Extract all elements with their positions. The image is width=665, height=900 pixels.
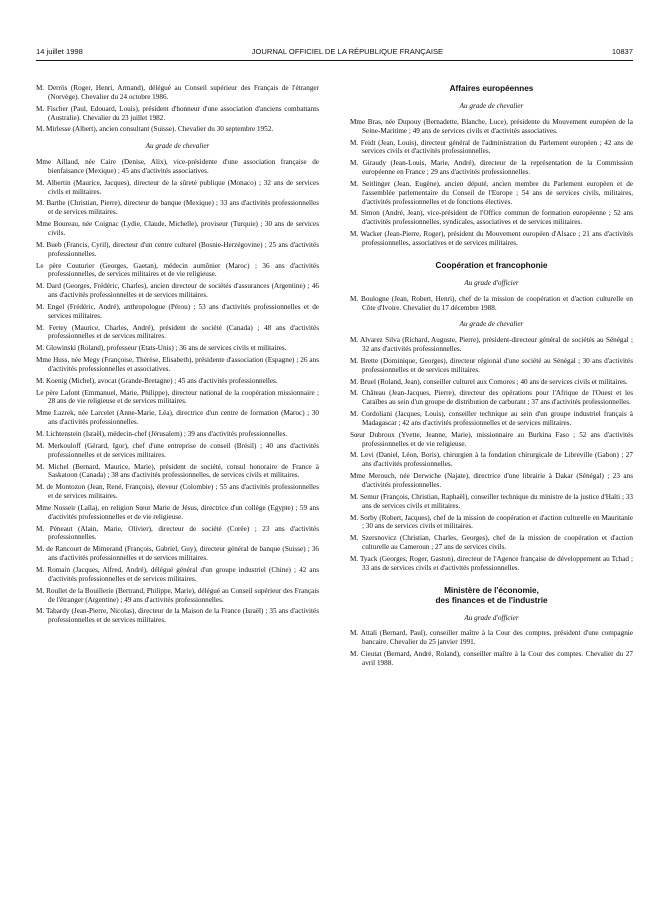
- list-item: M. de Rancourt de Mimerand (François, Gabriel, Guy), directeur général de banque (Suisse) ; 36 ans d'activités professionnelles et de services militaires.: [36, 545, 319, 563]
- list-item: Mme Lazrek, née Larcelet (Anne-Marie, Léa), directrice d'un centre de formation (Maroc) ; 30 ans d'activités professionnelles.: [36, 409, 319, 427]
- list-item: M. de Montozon (Jean, René, François), éleveur (Colombie) ; 55 ans d'activités professionnelles et de services militaires.: [36, 483, 319, 501]
- grade-subheading: Au grade d'officier: [464, 613, 519, 622]
- list-item: M. Brette (Dominique, Georges), directeur régional d'une société au Sénégal ; 30 ans d'activités professionnelles et de services militaires.: [350, 356, 633, 374]
- list-item: M. Levi (Daniel, Léon, Boris), chirurgien à la fondation chirurgicale de Libreville (Gabon) ; 27 ans d'activités professionnelles.: [350, 451, 633, 469]
- list-item: M. Bueb (Francis, Cyril), directeur d'un centre culturel (Bosnie-Herzégovine) ; 25 ans d'activités professionnelles.: [36, 240, 319, 258]
- list-item: M. Glowinski (Roland), professeur (Etats-Unis) ; 36 ans de services civils et militaires.: [36, 344, 287, 353]
- list-item: Sœur Dubroux (Yvette, Jeanne, Marie), missionnaire au Burkina Faso ; 52 ans d'activités professionnelles et de vie religieuse.: [350, 430, 633, 448]
- section-title: Coopération et francophonie: [435, 260, 548, 270]
- list-item: M. Koenig (Michel), avocat (Grande-Bretagne) ; 45 ans d'activités professionnelles.: [36, 376, 278, 385]
- list-item: M. Bruel (Roland, Jean), conseiller culturel aux Comores ; 40 ans de services civils et militaires.: [350, 377, 628, 386]
- list-item: M. Mirlesse (Albert), ancien consultant (Suisse). Chevalier du 30 septembre 1952.: [36, 125, 274, 134]
- list-item: M. Roullet de la Bouillerie (Bertrand, Philippe, Marie), délégué au Conseil supérieur des Français de l'étranger (Argentine) ; 49 ans d'activités professionnelles.: [36, 586, 319, 604]
- list-item: M. Tyack (Georges, Roger, Gaston), directeur de l'Agence française de développement au Tchad ; 33 ans de services civils et d'activités professionnelles.: [350, 554, 633, 572]
- grade-subheading: Au grade d'officier: [464, 278, 519, 287]
- list-item: M. Barthe (Christian, Pierre), directeur de banque (Mexique) ; 33 ans d'activités professionnelles et de services militaires.: [36, 199, 319, 217]
- list-item: M. Merkouloff (Gérard, Igor), chef d'une entreprise de conseil (Brésil) ; 40 ans d'activités professionnelles et de services militaires.: [36, 441, 319, 459]
- section-title-line1: Ministère de l'économie,: [444, 585, 539, 595]
- header-rule: [36, 60, 633, 61]
- list-item: Mme Aillaud, née Caire (Denise, Alix), vice-présidente d'une association française de bienfaisance (Mexique) ; 45 ans d'activités associatives.: [36, 158, 319, 175]
- header-page-number: 10837: [611, 46, 633, 56]
- grade-subheading: Au grade de chevalier: [459, 102, 524, 110]
- list-item: M. Romain (Jacques, Alfred, André), délégué général d'un groupe industriel (Chine) ; 42 ans d'activités professionnelles et de services militaires.: [36, 565, 319, 583]
- list-item: M. Michel (Bernard, Maurice, Marie), président de société, consul honoraire de France à Saskatoon (Canada) ; 38 ans d'activités professionnelles, de services civils et militaires.: [36, 462, 319, 480]
- list-item: M. Attali (Bernard, Paul), conseiller maître à la Cour des comptes, président d'une compagnie bancaire. Chevalier du 25 janvier 1991.: [350, 629, 633, 647]
- grade-subheading: Au grade de chevalier: [145, 142, 210, 151]
- list-item: M. Boulogne (Jean, Robert, Henri), chef de la mission de coopération et d'action culturelle en Côte d'Ivoire. Chevalier du 17 décembre 1988.: [350, 294, 633, 312]
- list-item: M. Fertey (Maurice, Charles, André), président de société (Canada) ; 48 ans d'activités professionnelles et de services militaires.: [36, 323, 319, 341]
- list-item: M. Derrös (Roger, Henri, Armand), délégué au Conseil supérieur des Français de l'étranger (Norvège). Chevalier du 24 octobre 1986.: [36, 84, 319, 101]
- list-item: Le père Lafont (Emmanuel, Marie, Philippe), directeur national de la coopération missionnaire ; 28 ans de vie religieuse et de services militaires.: [36, 388, 319, 406]
- list-item: M. Cieutat (Bernard, André, Roland), conseiller maître à la Cour des comptes. Chevalier du 27 avril 1988.: [350, 650, 633, 667]
- section-spacer: [350, 251, 633, 261]
- list-item: M. Wacker (Jean-Pierre, Roger), président du Mouvement européen d'Alsace ; 21 ans d'activités professionnelles, associatives et de services militaires.: [350, 230, 633, 247]
- right-column: [350, 84, 633, 671]
- section-title-line2: des finances et de l'industrie: [435, 595, 548, 605]
- grade-subheading: Au grade de chevalier: [459, 320, 524, 329]
- list-item: Mme Huss, née Megy (Françoise, Thérèse, Elisabeth), présidente d'association (Espagne) ; 26 ans d'activités professionnelles et associatives.: [36, 356, 319, 373]
- left-column: [36, 84, 319, 628]
- list-item: M. Giraudy (Jean-Louis, Marie, André), directeur de la représentation de la Commission européenne en France ; 29 ans d'activités professionnelles.: [350, 159, 633, 177]
- list-item: M. Engel (Frédéric, André), anthropologue (Pérou) ; 53 ans d'activités professionnelles et de services militaires.: [36, 302, 319, 320]
- list-item: M. Alvarez Silva (Richard, Auguste, Pierre), président-directeur général de sociétés au Sénégal ; 32 ans d'activités professionnelles.: [350, 336, 633, 354]
- list-item: M. Fischer (Paul, Edouard, Louis), président d'honneur d'une association d'anciens combattants (Australie). Chevalier du 23 juillet 1982.: [36, 104, 319, 122]
- header-journal-title: JOURNAL OFFICIEL DE LA RÉPUBLIQUE FRANÇAISE: [251, 46, 444, 56]
- list-item: Mme Merouch, née Derwiche (Najate), directrice d'une librairie à Dakar (Sénégal) ; 23 ans d'activités professionnelles.: [350, 472, 633, 489]
- list-item: M. Tabardy (Jean-Pierre, Nicolas), directeur de la Maison de la France (Israël) ; 35 ans d'activités professionnelles et de services militaires.: [36, 607, 319, 625]
- list-item: M. Feidt (Jean, Louis), directeur général de l'administration du Parlement européen ; 42 ans de services civils et d'activités professionnelles.: [350, 138, 633, 156]
- list-item: M. Albertin (Maurice, Jacques), directeur de la sûreté publique (Monaco) ; 32 ans de services civils et militaires.: [36, 178, 319, 196]
- header-date: 14 juillet 1998: [36, 46, 83, 56]
- list-item: M. Szersnovicz (Christian, Charles, Georges), chef de la mission de coopération et d'action culturelle au Cameroun ; 27 ans de services civils.: [350, 534, 633, 552]
- list-item: Le père Couturier (Georges, Gaetan), médecin aumônier (Maroc) ; 36 ans d'activités professionnelles, de services militaires et de vie religieuse.: [36, 261, 319, 279]
- section-title: Affaires européennes: [449, 84, 534, 93]
- list-item: Mme Bras, née Dupouy (Bernadette, Blanche, Luce), présidente du Mouvement européen de la Seine-Maritime ; 49 ans de services civils et d'activités associatives.: [350, 117, 633, 135]
- list-item: M. Simon (André, Jean), vice-président de l'Office commun de formation européenne ; 52 ans d'activités professionnelles, syndicales, associatives et de services militaires.: [350, 209, 633, 227]
- list-item: M. Lichtenstein (Israël), médecin-chef (Jérusalem) ; 39 ans d'activités professionnelles.: [36, 430, 288, 438]
- page-header: [36, 44, 633, 58]
- section-spacer: [350, 576, 633, 586]
- list-item: M. Cordoliani (Jacques, Louis), conseiller technique au sein d'un groupe industriel français à Madagascar ; 42 ans d'activités professionnelles et de services militaires.: [350, 410, 633, 427]
- list-item: M. Péneaut (Alain, Marie, Olivier), directeur de société (Corée) ; 23 ans d'activités professionnelles.: [36, 524, 319, 542]
- list-item: M. Sorby (Robert, Jacques), chef de la mission de coopération et d'action culturelle en Mauritanie ; 30 ans de services civils et militaires.: [350, 513, 633, 531]
- list-item: Mme Nosseir (Laïla), en religion Sœur Marie de Jésus, directrice d'un collège (Egypte) ; 59 ans d'activités professionnelles et de vie religieuse.: [36, 503, 319, 521]
- list-item: M. Semur (François, Christian, Raphaël), conseiller technique du ministre de la justice d'Haïti ; 33 ans de services civils et militaires.: [350, 492, 633, 510]
- list-item: M. Château (Jean-Jacques, Pierre), directeur des opérations pour l'Afrique de l'Ouest et les Caraïbes au sein d'un groupe de distribution de carburant ; 37 ans d'activités professionnelles.: [350, 389, 633, 407]
- list-item: M. Dard (Georges, Frédéric, Charles), ancien directeur de sociétés d'assurances (Argentine) ; 46 ans d'activités professionnelles et de services militaires.: [36, 282, 319, 300]
- list-item: M. Seitlinger (Jean, Eugène), ancien député, ancien membre du Parlement européen et de l'assemblée parlementaire du Conseil de l'Europe ; 54 ans de services civils, militaires, d'activités professionnelles et de fonctions électives.: [350, 179, 633, 206]
- list-item: Mme Boureau, née Coignac (Lydie, Claude, Michelle), proviseur (Turquie) ; 30 ans de services civils.: [36, 220, 319, 237]
